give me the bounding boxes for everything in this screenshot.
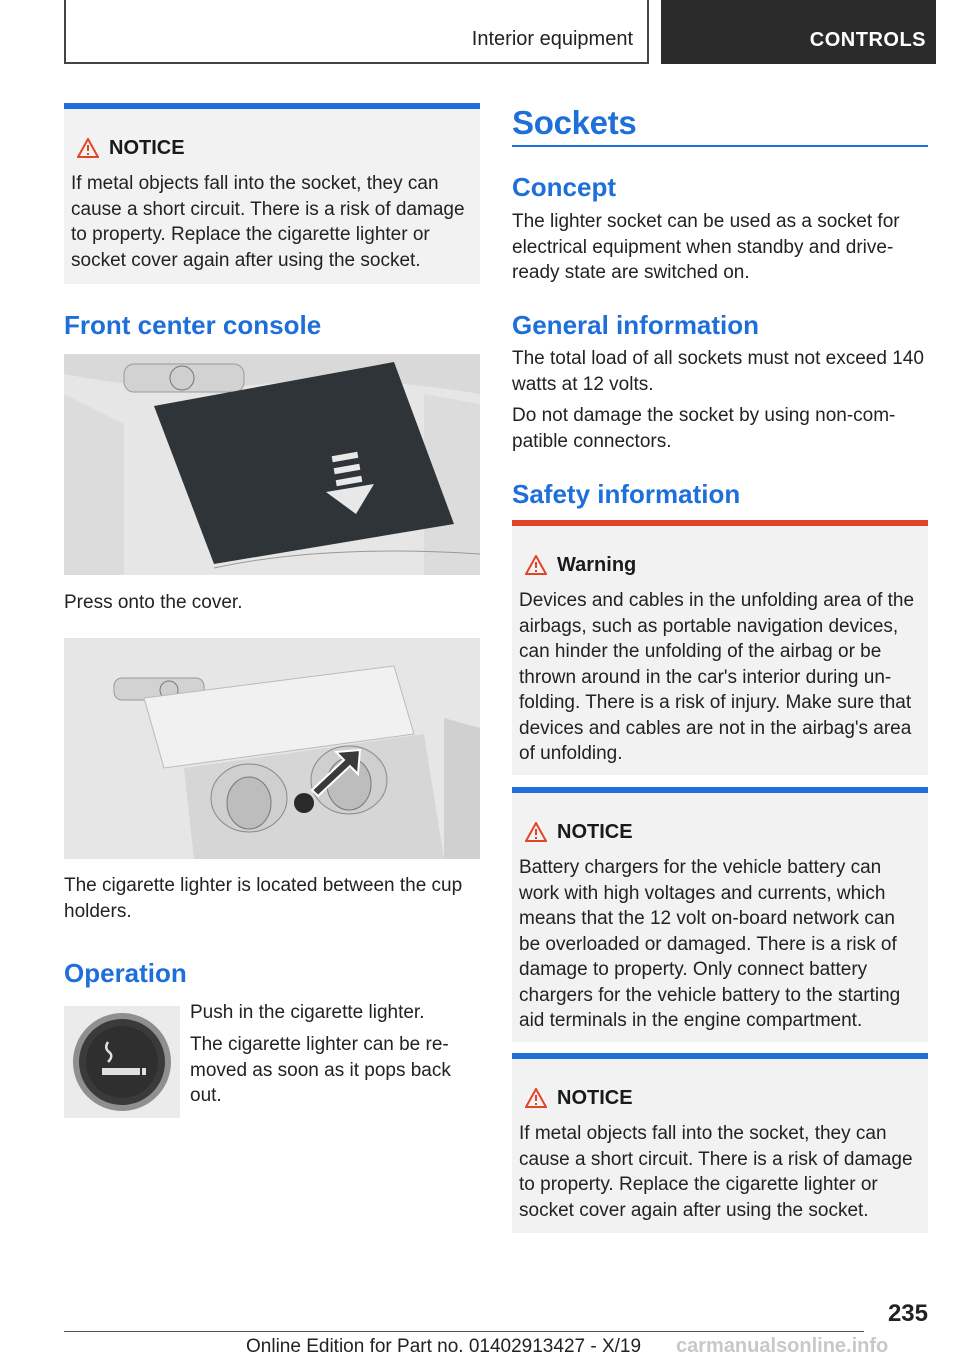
caption-lighter-location: The cigarette lighter is located between the cup holders.	[64, 875, 463, 922]
console-cover-illustration	[64, 354, 480, 575]
warning-triangle-icon	[525, 822, 547, 842]
warning-triangle-icon	[77, 138, 99, 158]
notice-box-2	[512, 787, 928, 1042]
cup-holder-lighter-illustration	[64, 638, 480, 859]
warning-triangle-icon	[525, 555, 547, 575]
footer-edition: Online Edition for Part no. 01402913427 - X/19	[246, 1336, 642, 1357]
heading-sockets: Sockets	[512, 104, 637, 141]
operation-step-remove: The cigarette lighter can be re-moved as soon as it pops back out.	[190, 1034, 451, 1106]
caption-press-cover: Press onto the cover.	[64, 592, 243, 613]
warning-title: Warning	[557, 553, 637, 576]
notice-title: NOTICE	[109, 136, 185, 159]
warning-box	[512, 520, 928, 775]
notice-title: NOTICE	[557, 820, 633, 843]
notice-body: If metal objects fall into the socket, they can cause a short circuit. There is a risk of damage to property. Replace the cigarette lighter or socket cover again after using the socket.	[519, 1123, 913, 1221]
watermark-site: carmanualsonline.info	[676, 1335, 889, 1357]
heading-operation: Operation	[64, 958, 187, 988]
general-info-connectors: Do not damage the socket by using non-com-patible connectors.	[512, 405, 896, 452]
general-info-load: The total load of all sockets must not exceed 140 watts at 12 volts.	[512, 348, 924, 395]
heading-general-information: General information	[512, 310, 760, 340]
notice-body: Battery chargers for the vehicle battery can work with high voltages and currents, which means that the 12 volt on-board network can be overloaded or damaged. There is a risk of damage to property. Only connect battery chargers for the vehicle battery to the starting aid terminals in the engine compartment.	[519, 857, 901, 1031]
header-chapter-tab	[661, 0, 936, 64]
concept-text: The lighter socket can be used as a socket for electrical equipment when standby and drive-ready state are switched on.	[512, 211, 900, 283]
heading-safety-information: Safety information	[512, 479, 741, 509]
cigarette-lighter-button-image	[64, 1006, 180, 1118]
notice-box-3	[512, 1053, 928, 1233]
warning-body: Devices and cables in the unfolding area of the airbags, such as portable navigation devices, can hinder the unfolding of the airbag or be thrown around in the car's interior during un-folding. There is a risk of injury. Make sure that devices and cables are not in the airbag's area of unfolding.	[519, 590, 915, 764]
notice-box-1	[64, 103, 480, 284]
footer-rule	[64, 1331, 864, 1332]
notice-title: NOTICE	[557, 1086, 633, 1109]
warning-triangle-icon	[525, 1088, 547, 1108]
heading-front-center-console: Front center console	[64, 310, 322, 340]
operation-step-push: Push in the cigarette lighter.	[190, 1002, 425, 1023]
header-chapter-title: CONTROLS	[809, 29, 926, 51]
header-section-title: Interior equipment	[471, 28, 633, 50]
page-number: 235	[887, 1300, 928, 1327]
header-section-tab	[64, 0, 649, 64]
heading-concept: Concept	[512, 172, 616, 202]
notice-body: If metal objects fall into the socket, they can cause a short circuit. There is a risk of damage to property. Replace the cigarette lighter or socket cover again after using the socket.	[71, 173, 465, 271]
sockets-heading-rule	[512, 145, 928, 147]
